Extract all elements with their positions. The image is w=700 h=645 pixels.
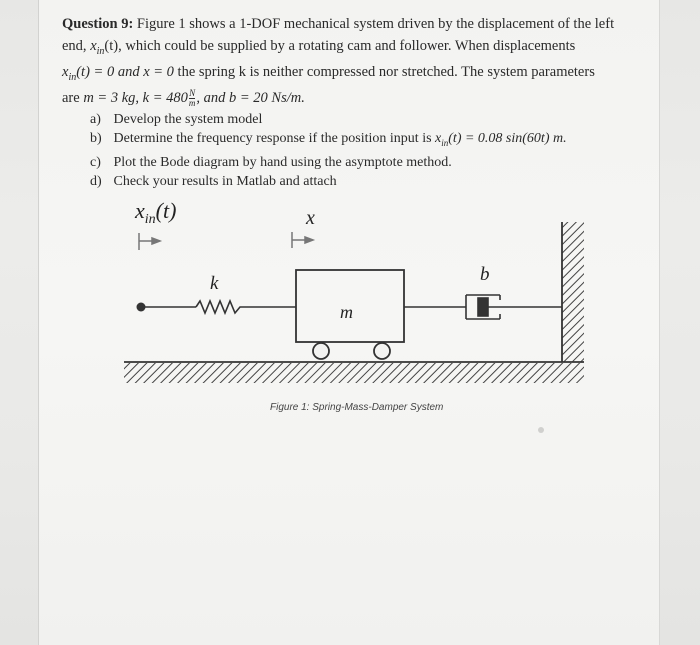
xin-subscript-2: in (68, 71, 77, 83)
input-node-icon (137, 303, 146, 312)
task-text: Develop the system model (113, 112, 263, 127)
fraction-denominator: m (188, 98, 196, 109)
task-text: Check your results in Matlab and attach (113, 173, 337, 189)
question-line-4-start: are (62, 90, 84, 107)
k-figure-label: k (210, 273, 219, 294)
task-label: d) (90, 173, 102, 189)
x-arrow-icon (292, 232, 313, 248)
figure-caption: Figure 1: Spring-Mass-Damper System (270, 402, 444, 413)
xin-symbol: x (90, 37, 97, 54)
task-label: b) (90, 131, 102, 146)
wheel-icon (313, 343, 329, 359)
xin-subscript: in (96, 45, 105, 57)
xin-figure-label: $x_{in}(t)$ (135, 198, 177, 227)
wall-hatch (562, 222, 584, 362)
xin-symbol-2: x (62, 63, 69, 80)
question-line-1: Figure 1 shows a 1-DOF mechanical system driven by the displacement of the left (136, 16, 615, 32)
task-math-sub: in (441, 137, 449, 148)
parameters-m-k: m = 3 kg, k = 480 (83, 90, 188, 107)
fraction-numerator: N (189, 88, 196, 99)
m-figure-label: m (340, 302, 353, 322)
task-label: a) (90, 112, 101, 127)
task-math-tail: (t) = 0.08 sin(60t) m. (448, 131, 567, 146)
task-text: Determine the frequency response if the position input is (113, 131, 436, 146)
spring-icon (196, 301, 296, 313)
ground-hatch (124, 363, 584, 383)
question-line-2-start: end, (62, 37, 91, 54)
xin-arrow-icon (139, 233, 160, 250)
task-label: c) (90, 154, 101, 170)
task-math: x (435, 131, 442, 146)
question-label: Question 9: (62, 16, 134, 32)
task-text: Plot the Bode diagram by hand using the asymptote method. (113, 154, 452, 170)
x-figure-label: x (306, 207, 315, 229)
question-line-3-math: (t) = 0 and x = 0 (76, 63, 174, 80)
parameters-b: , and b = 20 Ns/m. (196, 90, 305, 107)
damper-icon (466, 295, 518, 319)
question-line-2-end: (t), which could be supplied by a rotating cam and follower. When displacements (104, 37, 576, 54)
wheel-icon (374, 343, 390, 359)
b-figure-label: b (480, 264, 490, 285)
question-line-3-text: the spring k is neither compressed nor stretched. The system parameters (173, 63, 595, 80)
